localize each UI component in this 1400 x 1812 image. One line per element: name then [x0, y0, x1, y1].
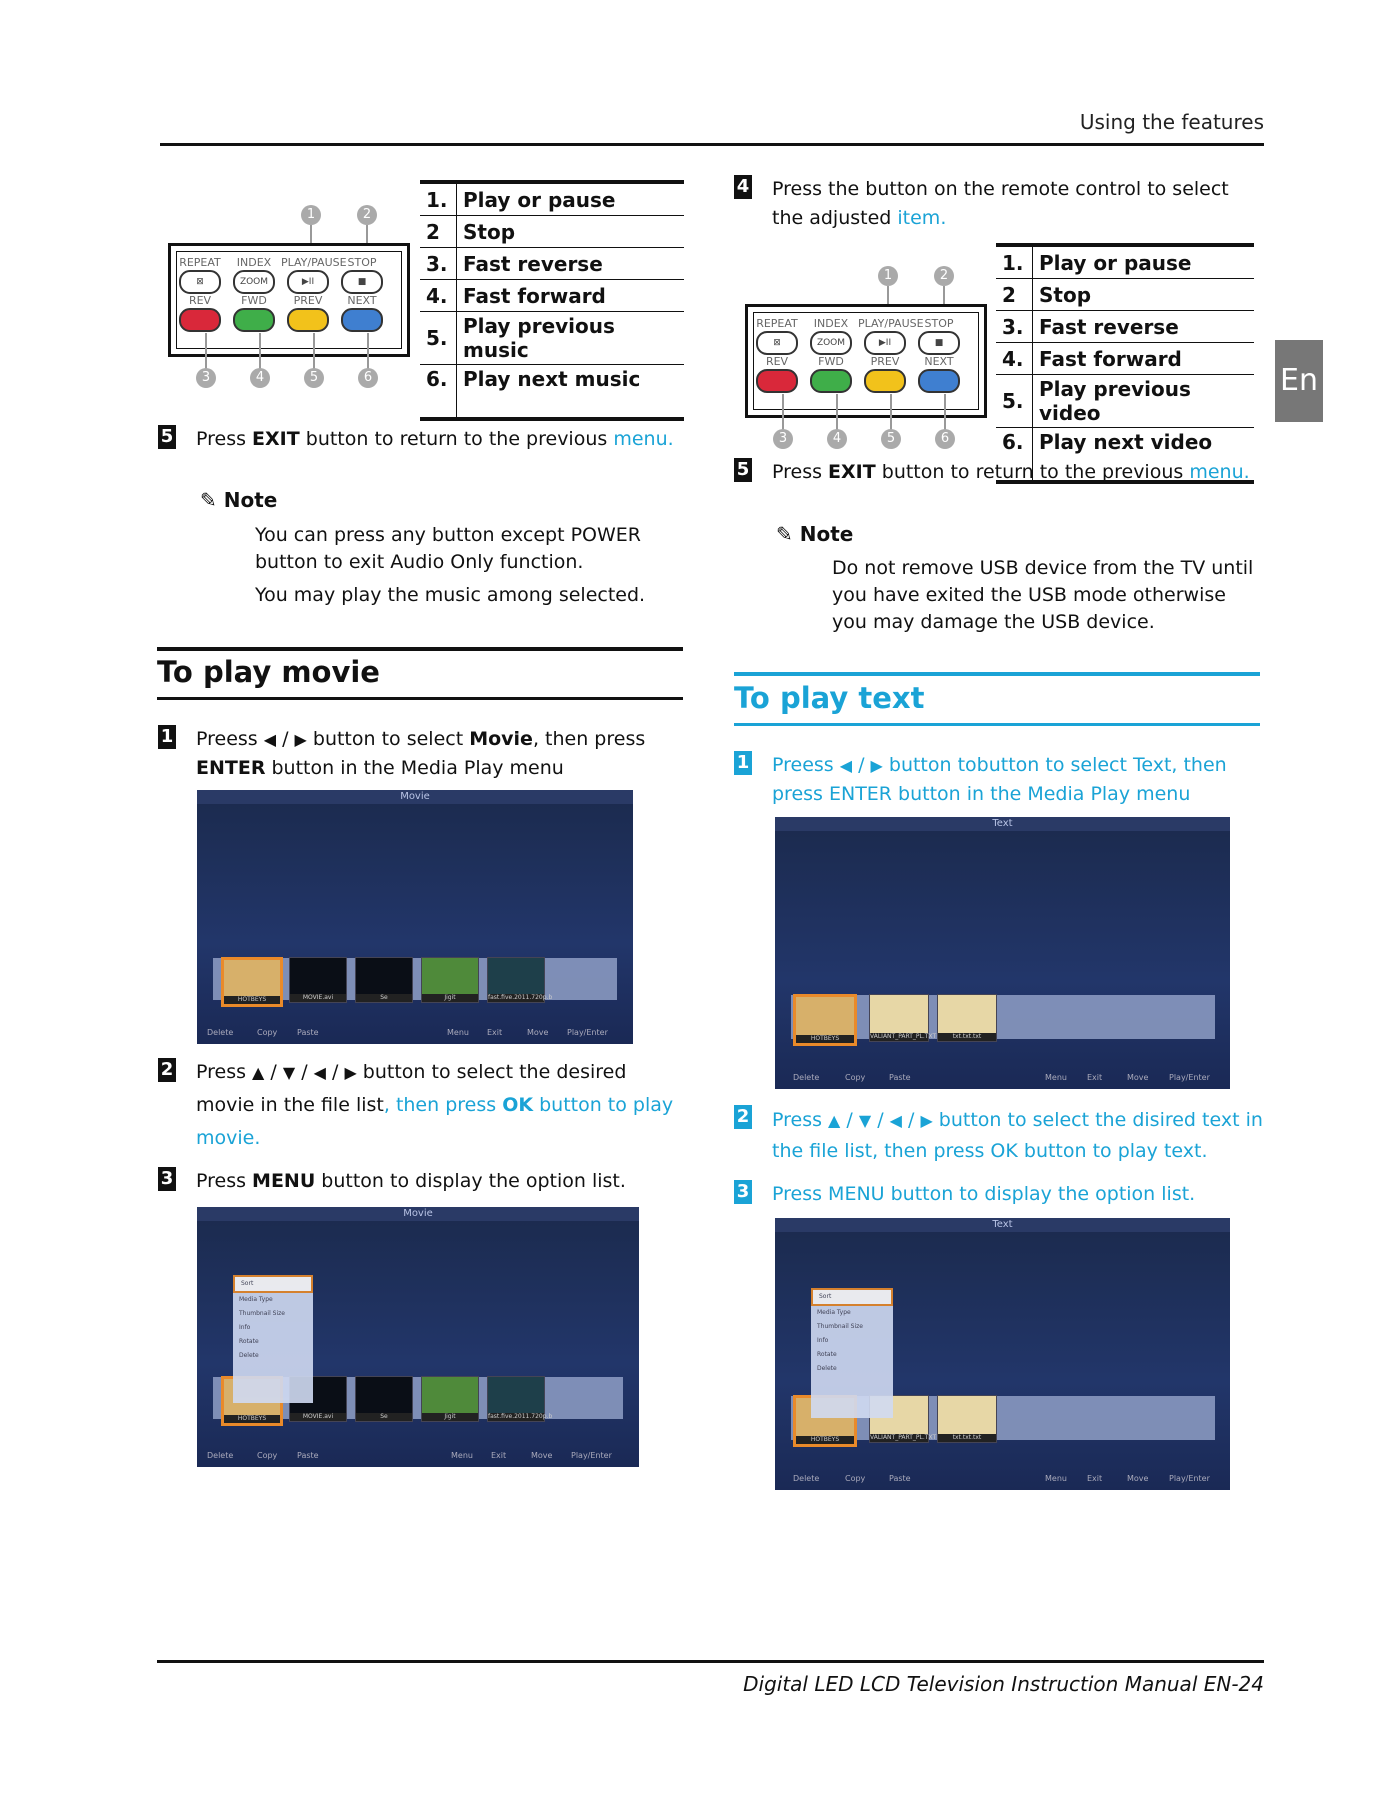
label-fwd: FWD	[241, 294, 267, 307]
option-menu: Sort Media Type Thumbnail Size Info Rotate Delete	[811, 1288, 893, 1418]
note-body: Do not remove USB device from the TV until you have exited the USB mode otherwise you may damage the USB device.	[832, 557, 1254, 633]
label-stop: STOP	[347, 256, 377, 269]
step-2-text: Press ▲ / ▼ / ◀ / ▶ button to select the disired text in the file list, then press OK button to play text.	[772, 1109, 1263, 1162]
label-index: INDEX	[236, 256, 272, 269]
next-blue-button	[341, 308, 383, 332]
arrow-left-icon: ◀	[313, 1063, 326, 1082]
table-row: 6. Play next music	[420, 365, 684, 420]
step-1-text: Preess ◀ / ▶ button to select Movie, then press ENTER button in the Media Play menu	[196, 728, 646, 779]
table-row: 2 Stop	[996, 279, 1254, 311]
step-number: 3	[734, 1180, 752, 1204]
table-row: 3. Fast reverse	[420, 248, 684, 280]
step-3-text: Press MENU button to display the option list.	[772, 1183, 1196, 1205]
section-title-movie: To play movie	[157, 655, 380, 689]
arrow-left-icon: ◀	[839, 756, 853, 775]
thumbnail-folder: HOTBEYS	[221, 957, 283, 1007]
callout-1: 1	[301, 205, 321, 225]
table-row: 1. Play or pause	[420, 182, 684, 216]
step-2-text: Press ▲ / ▼ / ◀ / ▶ button to select the desired movie in the file list, then press OK button to play movie.	[196, 1061, 674, 1149]
media-screen-movie-menu: Movie HOTBEYS MOVIE.avi Se Jigit fast.five.2011.720p.b Sort Media Type Thumbnail Size Info Rotate Delete Delete Copy Paste Menu Exit Move Play/Enter	[197, 1207, 639, 1467]
option-menu: Sort Media Type Thumbnail Size Info Rotate Delete	[233, 1275, 313, 1403]
arrow-down-icon: ▼	[282, 1063, 296, 1082]
arrow-right-icon: ▶	[870, 756, 883, 775]
label-next: NEXT	[347, 294, 377, 307]
arrow-left-icon: ◀	[263, 730, 277, 749]
thumbnail: fast.five.2011.720p.b	[487, 957, 545, 1003]
label-prev: PREV	[293, 294, 323, 307]
step-5-text: Press EXIT button to return to the previous menu.	[196, 428, 674, 450]
arrow-left-icon: ◀	[889, 1111, 902, 1130]
thumbnail: Jigit	[421, 957, 479, 1003]
remote-diagram-right: 1 2 REPEAT INDEX PLAY/PAUSE STOP ⊠ ZOOM ▶II ■ REV FWD PREV NEXT 3 4 5 6	[745, 266, 985, 452]
note-line-1: You can press any button except POWER button to exit Audio Only function.	[255, 524, 641, 573]
section-title-text: To play text	[734, 681, 925, 715]
step-number: 1	[158, 725, 176, 749]
note-line-2: You may play the music among selected.	[255, 584, 646, 606]
header-section-title: Using the features	[1079, 110, 1264, 134]
media-screen-movie	[197, 790, 633, 1044]
arrow-up-icon: ▲	[828, 1111, 841, 1130]
table-row: 4. Fast forward	[420, 280, 684, 312]
thumbnail: MOVIE.avi	[289, 957, 347, 1003]
step-number: 5	[158, 425, 176, 449]
table-row: 5. Play previous music	[420, 312, 684, 365]
label-play-pause: PLAY/PAUSE	[281, 256, 347, 269]
thumbnail: Se	[355, 957, 413, 1003]
arrow-right-icon: ▶	[920, 1111, 933, 1130]
media-screen-text: Text HOTBEYS VALIANT_PART_PL.TXT txt.txt.txt Delete Copy Paste Menu Exit Move Play/Enter	[775, 817, 1230, 1089]
repeat-button: ⊠	[179, 270, 221, 294]
step-3-text: Press MENU button to display the option list.	[196, 1170, 626, 1192]
table-row: 4. Fast forward	[996, 343, 1254, 375]
step-4-text: Press the button on the remote control to select the adjusted item.	[772, 178, 1229, 229]
screen-title: Movie	[197, 790, 633, 804]
arrow-right-icon: ▶	[344, 1063, 357, 1082]
table-row: 3. Fast reverse	[996, 311, 1254, 343]
step-1-text: Preess ◀ / ▶ button tobutton to select Text, then press ENTER button in the Media Play menu	[772, 754, 1227, 805]
table-row: 5. Play previous video	[996, 375, 1254, 428]
step-number: 3	[158, 1167, 176, 1191]
callout-6: 6	[358, 368, 378, 388]
video-button-table	[996, 243, 1254, 484]
header-rule	[160, 143, 1264, 146]
language-tab: En	[1275, 340, 1323, 422]
arrow-right-icon: ▶	[294, 730, 307, 749]
table-row: 2 Stop	[420, 216, 684, 248]
media-screen-text-menu: Text HOTBEYS VALIANT_PART_PL.TXT txt.txt.txt Sort Media Type Thumbnail Size Info Rotate Delete Delete Copy Paste Menu Exit Move Play/Enter	[775, 1218, 1230, 1490]
callout-2: 2	[357, 205, 377, 225]
pencil-icon: ✎	[200, 488, 217, 512]
footer-rule	[157, 1660, 1264, 1663]
fwd-green-button	[233, 308, 275, 332]
table-row: 6. Play next video	[996, 428, 1254, 483]
play-pause-button: ▶II	[287, 270, 329, 294]
screen-bottom-bar: Delete Copy Paste Menu Exit Move Play/Enter	[207, 1028, 608, 1037]
table-row: 1. Play or pause	[996, 245, 1254, 279]
note-heading: ✎ Note	[200, 488, 278, 512]
arrow-up-icon: ▲	[252, 1063, 265, 1082]
remote-diagram-left	[168, 205, 408, 391]
footer-text: Digital LED LCD Television Instruction Manual EN-24	[743, 1672, 1264, 1696]
step-number: 1	[734, 751, 752, 775]
step-number: 2	[158, 1058, 176, 1082]
callout-5: 5	[304, 368, 324, 388]
pencil-icon: ✎	[776, 522, 793, 546]
arrow-down-icon: ▼	[858, 1111, 872, 1130]
step-number: 2	[734, 1105, 752, 1129]
prev-yellow-button	[287, 308, 329, 332]
step-number: 5	[734, 458, 752, 482]
step-number: 4	[734, 175, 752, 199]
callout-4: 4	[250, 368, 270, 388]
music-button-table	[420, 180, 684, 421]
label-repeat: REPEAT	[179, 256, 221, 269]
stop-button: ■	[341, 270, 383, 294]
note-heading: ✎ Note	[776, 522, 854, 546]
zoom-button: ZOOM	[233, 270, 275, 294]
label-rev: REV	[188, 294, 212, 307]
callout-3: 3	[196, 368, 216, 388]
rev-red-button	[179, 308, 221, 332]
step-5-text: Press EXIT button to return to the previous menu.	[772, 461, 1250, 483]
